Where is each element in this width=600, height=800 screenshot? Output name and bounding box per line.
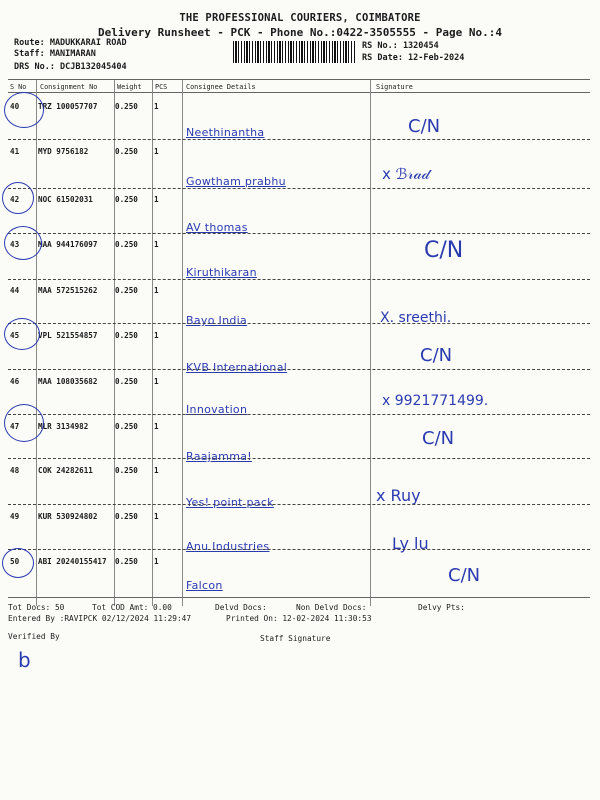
staff-signature-label: Staff Signature — [260, 634, 331, 643]
rs-number: RS No.: 1320454 — [362, 41, 439, 51]
document-subtitle: Delivery Runsheet - PCK - Phone No.:0422-3505555 - Page No.:4 — [98, 26, 502, 39]
table-row — [8, 506, 590, 553]
handwritten-circle — [4, 404, 44, 442]
drs-number: DRS No.: DCJB132045404 — [14, 62, 127, 72]
row-sno: 48 — [10, 466, 20, 475]
column-header-consignment: Consignment No — [40, 83, 98, 91]
row-consignee: AV thomas — [186, 221, 248, 234]
table-row — [8, 234, 590, 278]
rs-date: RS Date: 12-Feb-2024 — [362, 53, 465, 63]
row-pcs: 1 — [154, 195, 159, 204]
row-signature: C/N — [448, 565, 481, 586]
row-divider — [8, 458, 590, 459]
row-signature: x Ruy — [376, 486, 421, 505]
table-row — [8, 460, 590, 509]
handwritten-circle — [4, 226, 42, 260]
row-weight: 0.250 — [115, 512, 138, 521]
entered-by: Entered By :RAVIPCK 02/12/2024 11:29:47 — [8, 614, 192, 623]
table-row — [8, 371, 590, 415]
handwritten-circle — [2, 548, 34, 578]
row-pcs: 1 — [154, 466, 159, 475]
row-consignee: Yes! point pack — [186, 496, 274, 509]
row-signature: x 9921771499. — [382, 393, 489, 409]
row-pcs: 1 — [154, 557, 159, 566]
column-header-signature: Signature — [376, 83, 413, 91]
handwritten-circle — [4, 92, 44, 128]
row-pcs: 1 — [154, 240, 159, 249]
row-signature: Ly lu — [392, 534, 429, 553]
staff-label: Staff: MANIMARAN — [14, 49, 96, 59]
document-title: THE PROFESSIONAL COURIERS, COIMBATORE — [179, 12, 421, 24]
row-divider — [8, 139, 590, 140]
row-weight: 0.250 — [115, 195, 138, 204]
handwritten-circle — [4, 318, 40, 350]
row-divider — [8, 323, 590, 324]
row-signature: C/N — [408, 116, 441, 137]
table-row — [8, 551, 590, 595]
table-header-border — [8, 92, 590, 93]
row-weight: 0.250 — [115, 102, 138, 111]
row-consignee: Falcon — [186, 579, 223, 592]
column-header-weight: Weight — [117, 83, 142, 91]
row-divider — [8, 549, 590, 550]
row-divider — [8, 504, 590, 505]
handwritten-mark: b — [18, 648, 31, 672]
row-sno: 44 — [10, 286, 20, 295]
row-pcs: 1 — [154, 422, 159, 431]
row-weight: 0.250 — [115, 557, 138, 566]
row-signature: x ℬ𝓇𝒶𝒹 — [382, 165, 430, 183]
row-divider — [8, 369, 590, 370]
row-signature: X. sreethi. — [380, 310, 452, 326]
table-top-border — [8, 79, 590, 80]
column-header-pcs: PCS — [155, 83, 168, 91]
row-sno: 46 — [10, 377, 20, 386]
row-consignment: TRZ 100057707 — [38, 102, 98, 111]
table-row — [8, 141, 590, 188]
row-sno: 45 — [10, 331, 20, 340]
delivery-points: Delvy Pts: — [418, 603, 465, 612]
row-consignment: COK 24282611 — [38, 466, 93, 475]
row-signature: C/N — [422, 428, 455, 449]
total-docs: Tot Docs: 50 — [8, 603, 65, 612]
non-delivered-docs: Non Delvd Docs: — [296, 603, 367, 612]
row-weight: 0.250 — [115, 422, 138, 431]
row-pcs: 1 — [154, 512, 159, 521]
row-consignee: Gowtham prabhu — [186, 175, 286, 188]
row-signature: C/N — [420, 345, 453, 366]
row-sno: 47 — [10, 422, 20, 431]
row-consignment: MAA 572515262 — [38, 286, 98, 295]
row-sno: 41 — [10, 147, 20, 156]
row-consignee: Bayo India — [186, 314, 248, 327]
row-pcs: 1 — [154, 377, 159, 386]
row-consignee: KVB International — [186, 361, 288, 374]
row-pcs: 1 — [154, 286, 159, 295]
row-sno: 43 — [10, 240, 20, 249]
row-signature: C/N — [424, 238, 464, 263]
row-pcs: 1 — [154, 102, 159, 111]
table-row — [8, 416, 590, 463]
column-header-consignee: Consignee Details — [186, 83, 256, 91]
printed-on: Printed On: 12-02-2024 11:30:53 — [226, 614, 372, 623]
column-header-sno: S No — [10, 83, 27, 91]
row-weight: 0.250 — [115, 377, 138, 386]
row-pcs: 1 — [154, 331, 159, 340]
row-weight: 0.250 — [115, 331, 138, 340]
row-pcs: 1 — [154, 147, 159, 156]
row-consignee: Innovation — [186, 403, 248, 416]
row-consignment: NOC 61502031 — [38, 195, 93, 204]
row-weight: 0.250 — [115, 240, 138, 249]
table-row — [8, 96, 590, 140]
row-sno: 50 — [10, 557, 20, 566]
verified-by-label: Verified By — [8, 632, 60, 641]
row-consignment: MLR 3134982 — [38, 422, 89, 431]
row-consignee: Raajamma! — [186, 450, 252, 463]
row-consignment: MYD 9756182 — [38, 147, 89, 156]
row-sno: 42 — [10, 195, 20, 204]
row-weight: 0.250 — [115, 147, 138, 156]
table-row — [8, 280, 590, 327]
table-row — [8, 325, 590, 374]
row-consignee: Anu Industries — [186, 540, 270, 553]
row-divider — [8, 414, 590, 415]
delivered-docs: Delvd Docs: — [215, 603, 267, 612]
row-weight: 0.250 — [115, 466, 138, 475]
row-consignee: Neethinantha — [186, 126, 265, 139]
table-row — [8, 189, 590, 233]
row-weight: 0.250 — [115, 286, 138, 295]
row-consignment: KUR 530924802 — [38, 512, 98, 521]
route-label: Route: MADUKKARAI ROAD — [14, 38, 127, 48]
row-sno: 49 — [10, 512, 20, 521]
row-consignment: VPL 521554857 — [38, 331, 98, 340]
barcode-image — [233, 41, 355, 63]
table-bottom-border — [8, 597, 590, 598]
row-consignment: MAA 944176097 — [38, 240, 98, 249]
handwritten-circle — [2, 182, 34, 214]
row-consignment: MAA 108035682 — [38, 377, 98, 386]
row-consignment: ABI 20240155417 — [38, 557, 107, 566]
row-consignee: Kiruthikaran — [186, 266, 257, 279]
row-sno: 40 — [10, 102, 20, 111]
total-cod-amount: Tot COD Amt: 0.00 — [92, 603, 172, 612]
